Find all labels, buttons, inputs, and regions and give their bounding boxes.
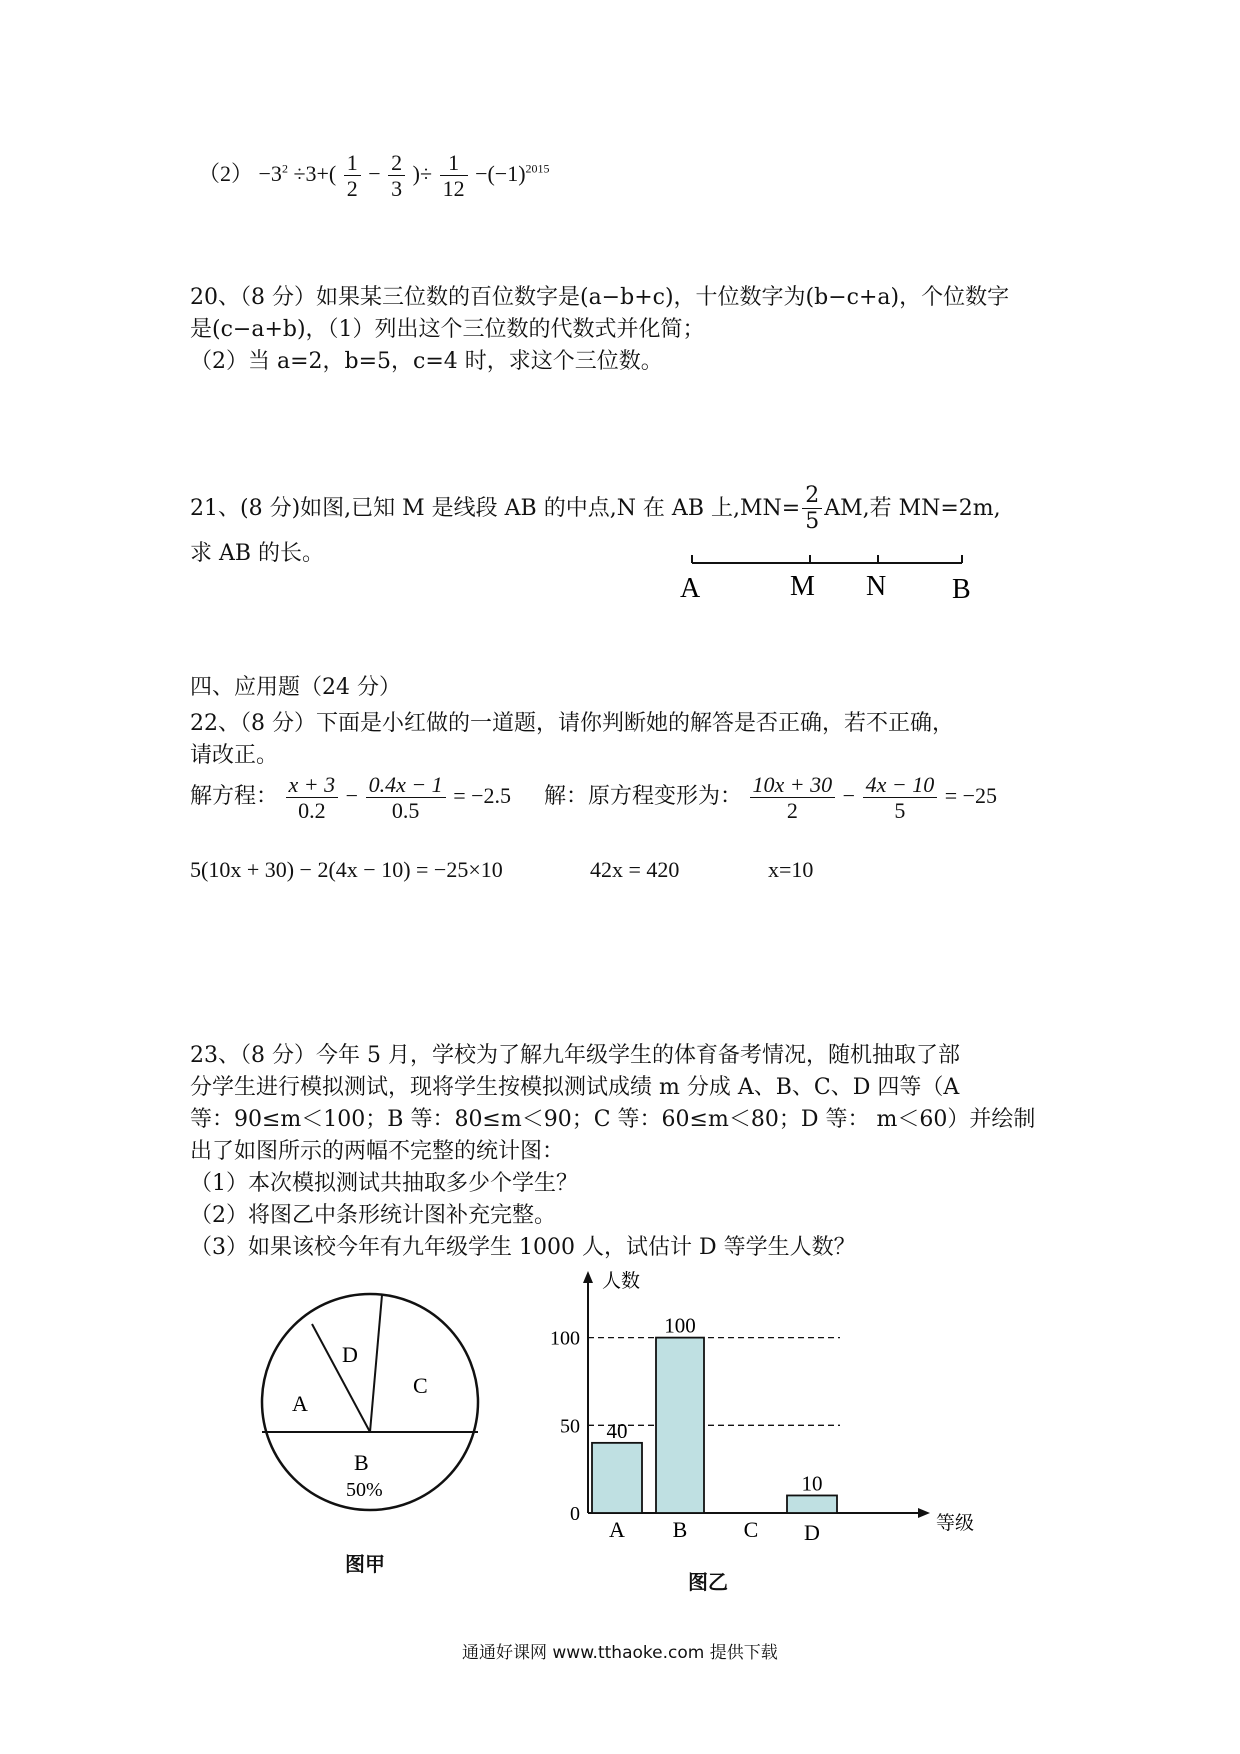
pie-label-d: D [342, 1342, 358, 1367]
point-m-label: M [790, 571, 815, 602]
q23-sub2: （2）将图乙中条形统计图补充完整。 [190, 1203, 556, 1228]
y-tick-50: 50 [560, 1415, 580, 1438]
fraction-1-2: $\frac{1}{2}$ [344, 150, 361, 202]
x-tick-B: B [672, 1517, 688, 1542]
q23-line1: 23、（8 分）今年 5 月，学校为了解九年级学生的体育备考情况，随机抽取了部 [190, 1043, 960, 1068]
x-tick-A: A [609, 1517, 625, 1542]
q20-line1: 20、（8 分）如果某三位数的百位数字是(a−b+c)，十位数字为(b−c+a)，个位数字 [190, 285, 1010, 310]
q22-step2: 42x = 420 [590, 857, 680, 882]
pie-caption: 图甲 [345, 1552, 385, 1576]
q22-equation: 解方程： $\frac{x + 3}{0.2}$ − $\frac{0.4x - 1}{0.5}$ = −2.5 解：原方程变形为： $\frac{10x + 30}{2}$ − $\frac{4x - 10}{5}$ = −25 [190, 772, 998, 824]
bar-value-A: 40 [606, 1418, 628, 1443]
pie-divider-d-c [370, 1295, 382, 1432]
q22-step1: 5(10x + 30) − 2(4x − 10) = −25×10 [190, 857, 503, 882]
bar-value-D: 10 [801, 1471, 823, 1496]
q23-sub3: （3）如果该校今年有九年级学生 1000 人，试估计 D 等学生人数？ [190, 1235, 856, 1260]
x-tick-C: C [743, 1517, 759, 1542]
pie-label-a: A [292, 1391, 308, 1416]
q23-line4: 出了如图所示的两幅不完整的统计图： [190, 1139, 565, 1164]
q19-part2: $(2) -3^2 \div 3+$( $\frac{1}{2}$ − $\frac{2}{3}$ )÷ $\frac{1}{12}$ $-(-1)^{2015}$ [198, 150, 550, 202]
point-a-label: A [680, 573, 701, 604]
q21-line1: 21、(8 分)如图,已知 M 是线段 AB 的中点,N 在 AB 上,MN= $\frac{2}{5}$ AM,若 MN=2m, [190, 483, 1001, 535]
fraction-2-5: $\frac{2}{5}$ [802, 483, 822, 535]
x-axis-label: 等级 [936, 1512, 975, 1534]
fraction-4x10-5: $\frac{4x - 10}{5}$ [863, 772, 938, 824]
section-heading: 四、应用题（24 分） [190, 675, 401, 700]
bar-D [787, 1495, 837, 1513]
pie-divider-a-d [312, 1324, 370, 1432]
fraction-1-12: $\frac{1}{12}$ [440, 150, 468, 202]
y-axis-label: 人数 [602, 1270, 641, 1292]
pie-label-c: C [413, 1373, 428, 1398]
y-tick-0: 0 [570, 1503, 580, 1525]
fraction-10x30-2: $\frac{10x + 30}{2}$ [750, 772, 836, 824]
pie-chart [250, 1290, 500, 1550]
fraction-x3-02: $\frac{x + 3}{0.2}$ [286, 772, 339, 824]
bar-A [592, 1443, 642, 1513]
bar-B [656, 1338, 704, 1513]
pie-b-percent: 50% [346, 1479, 383, 1501]
q22-line1: 22、（8 分）下面是小红做的一道题，请你判断她的解答是否正确，若不正确， [190, 711, 954, 736]
segment-diagram [660, 545, 990, 615]
q23-sub1: （1）本次模拟测试共抽取多少个学生？ [190, 1171, 578, 1196]
q23-line2: 分学生进行模拟测试，现将学生按模拟测试成绩 m 分成 A、B、C、D 四等（A [190, 1075, 960, 1100]
q20-line2: 是(c−a+b)，（1）列出这个三位数的代数式并化简； [190, 317, 705, 342]
x-axis-arrow [918, 1508, 930, 1518]
bar-chart [540, 1265, 980, 1565]
x-tick-D: D [804, 1520, 820, 1545]
q22-line2: 请改正。 [190, 743, 279, 768]
footer-text: 通通好课网 www.tthaoke.com 提供下载 [462, 1643, 778, 1663]
fraction-2-3: $\frac{2}{3}$ [388, 150, 405, 202]
point-b-label: B [952, 574, 971, 605]
q23-line3: 等：90≤m＜100；B 等：80≤m＜90；C 等：60≤m＜80；D 等： m＜60）并绘制 [190, 1107, 1036, 1132]
q20-line3: （2）当 a=2，b=5，c=4 时，求这个三位数。 [190, 349, 663, 374]
bar-value-B: 100 [664, 1313, 696, 1338]
y-axis-arrow [583, 1271, 593, 1283]
y-tick-100: 100 [550, 1327, 580, 1350]
point-n-label: N [866, 571, 887, 602]
fraction-04x1-05: $\frac{0.4x - 1}{0.5}$ [366, 772, 446, 824]
q21-line2: 求 AB 的长。 [190, 541, 325, 566]
pie-label-b: B [354, 1450, 369, 1475]
q22-step3: x=10 [768, 857, 814, 882]
bar-chart-caption: 图乙 [688, 1570, 728, 1594]
